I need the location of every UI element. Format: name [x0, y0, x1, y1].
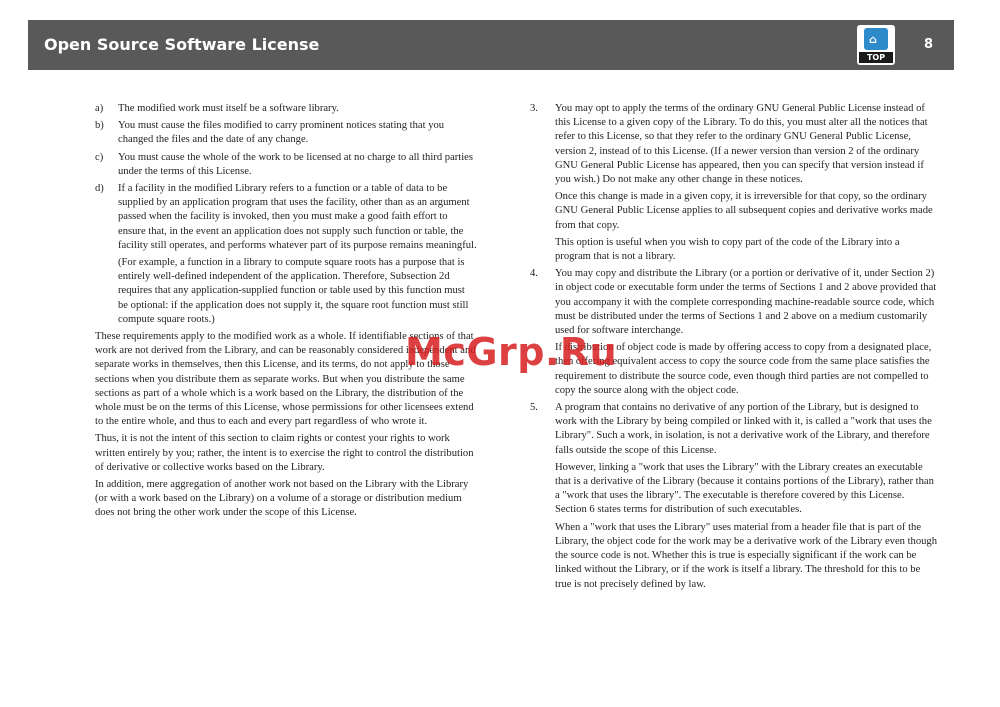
item-text: You may copy and distribute the Library (or a portion or derivative of it, under Section 2) in object code or executable form under the terms of Sections 1 and 2 above provided that you accompany it with the complete corresponding machine-readable source code, which must be distributed under the terms of Sections 1 and 2 above on a medium customarily used for software interchange.: [555, 268, 937, 337]
page-title: Open Source Software License: [44, 35, 320, 54]
list-item-d: [95, 182, 477, 327]
item-text: The modified work must itself be a software library.: [118, 103, 339, 114]
item-marker: 4.: [530, 268, 538, 280]
page-number: 8: [924, 37, 934, 52]
item-marker: 3.: [530, 103, 538, 114]
item-marker: c): [95, 151, 104, 163]
paragraph: In addition, mere aggregation of another work not based on the Library with the Library (or with a work based on the Library) on a volume of a storage or distribution medium does not bring the other work under the scope of this License.: [95, 479, 469, 519]
item-marker: 5.: [530, 402, 538, 414]
paragraph: These requirements apply to the modified work as a whole. If identifiable sections of that work are not derived from the Library, and can be reasonably considered independent and separate works in themselves, then this License, and its terms, do not apply to those sections when you distribute them as separate works. But when you distribute the same sections as part of a whole which is a work based on the Library, the distribution of the whole must be on the terms of this License, whose permissions for other licensees extend to the entire whole, and thus to each and every part regardless of who wrote it.: [95, 331, 476, 428]
watermark: McGrp.Ru: [405, 330, 618, 374]
item-marker: b): [95, 120, 104, 132]
item-subparagraph: If distribution of object code is made by offering access to copy from a designated place, then offering equivalent access to copy the source code from the same place satisfies the requirement to distribute the source code, even though third parties are not compelled to copy the source along with the object code.: [555, 342, 932, 396]
list-item-a: [95, 102, 477, 116]
item-text: You may opt to apply the terms of the ordinary GNU General Public License instead of this License to a given copy of the Library. To do this, you must alter all the notices that refer to this License, so that they refer to the ordinary GNU General Public License, version 2, instead of to this License. (If a newer version than version 2 of the ordinary GNU General Public License has appeared, then you can specify that version instead if you wish.) Do not make any other change in these notices.: [555, 103, 928, 186]
list-item-b: [95, 119, 477, 147]
page-header: [28, 20, 954, 70]
top-button[interactable]: [857, 25, 895, 65]
item-marker: a): [95, 103, 104, 114]
item-text: You must cause the files modified to carry prominent notices stating that you changed the files and the date of any change.: [118, 120, 445, 146]
item-subparagraph: Once this change is made in a given copy, it is irreversible for that copy, so the ordinary GNU General Public License applies to all subsequent copies and derivative works made from that copy.: [555, 191, 933, 231]
home-icon: ⌂: [864, 28, 888, 50]
item-text: If a facility in the modified Library refers to a function or a table of data to be supplied by an application program that uses the facility, other than as an argument passed when the facility is invoked, then you must make a good faith effort to ensure that, in the event an application does not supply such function or table, the facility still operates, and performs whatever part of its purpose remains meaningful.: [118, 183, 477, 251]
item-text: A program that contains no derivative of any portion of the Library, but is designed to work with the Library by being compiled or linked with it, is called a "work that uses the Library". Such a work, in isolation, is not a derivative work of the Library, and therefore falls outside the scope of this License.: [555, 402, 932, 456]
item-subparagraph: When a "work that uses the Library" uses material from a header file that is part of the Library, the object code for the work may be a derivative work of the Library even though the source code is not. Whether this is true is especially significant if the work can be linked without the Library, or if the work is itself a library. The threshold for this to be true is not precisely defined by law.: [555, 521, 938, 590]
item-subparagraph: (For example, a function in a library to compute square roots has a purpose that is entirely well-defined independent of the application. Therefore, Subsection 2d requires that any application-supplied function or table used by this function must be optional: if the application does not supply it, the square root function must still compute square roots.): [118, 257, 469, 325]
item-marker: d): [95, 183, 104, 195]
list-item-5: [530, 401, 938, 592]
item-subparagraph: However, linking a "work that uses the Library" with the Library creates an executable that is a derivative of the Library (because it contains portions of the Library), rather than a "work that uses the library". The executable is therefore covered by this License. Section 6 states terms for distribution of such executables.: [555, 461, 934, 516]
list-item-3: [530, 102, 938, 264]
paragraph: Thus, it is not the intent of this section to claim rights or contest your rights to work written entirely by you; rather, the intent is to exercise the right to control the distribution of derivative or collective works based on the Library.: [95, 433, 474, 473]
item-text: You must cause the whole of the work to be licensed at no charge to all third parties under the terms of this License.: [118, 151, 474, 177]
list-item-c: [95, 151, 477, 179]
left-column: [95, 102, 477, 524]
top-label: TOP: [859, 52, 893, 63]
item-subparagraph: This option is useful when you wish to copy part of the code of the Library into a program that is not a library.: [555, 236, 900, 263]
